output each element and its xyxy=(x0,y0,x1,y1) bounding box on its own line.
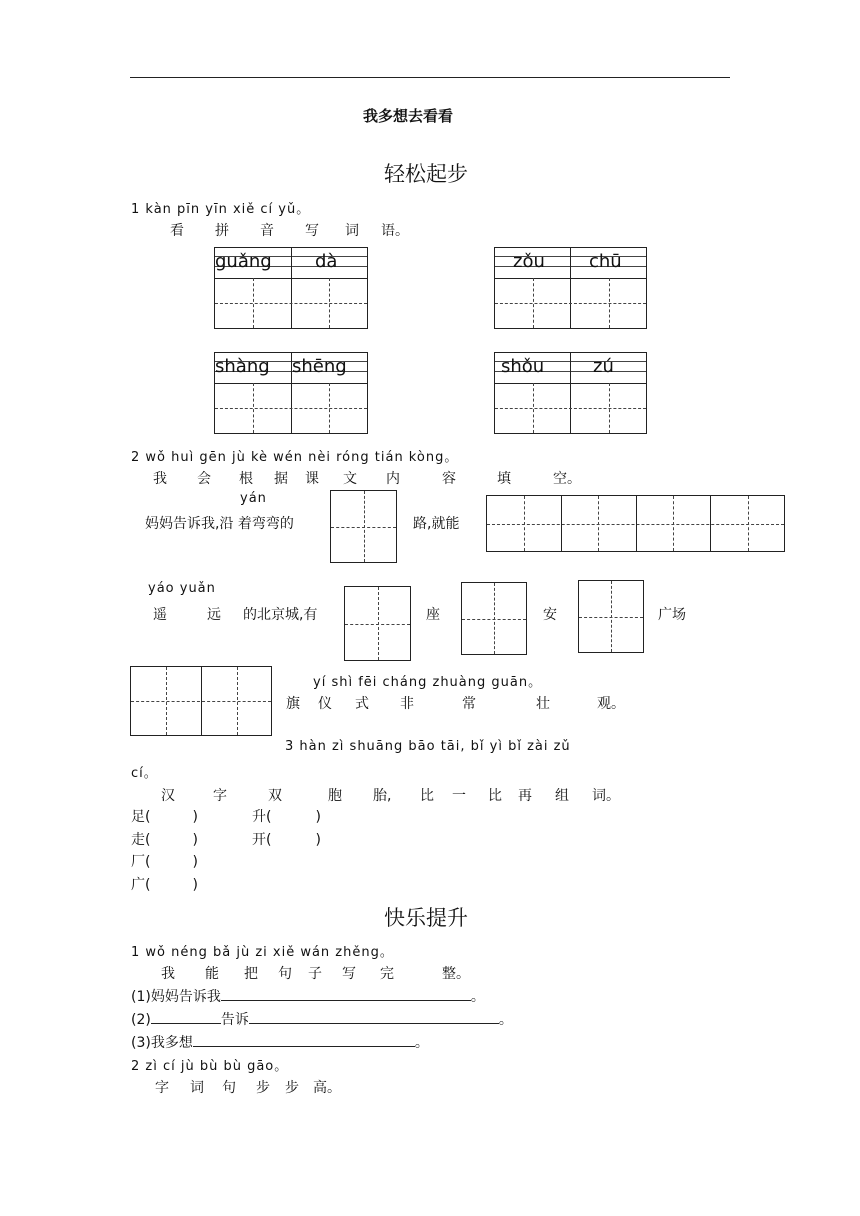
q2-hanzi-4: 课 xyxy=(305,471,319,487)
q3-item-zou[interactable]: 走( ) xyxy=(131,832,198,848)
q3-hanzi-8: 再 xyxy=(518,788,532,804)
q5-hanzi-5: 高。 xyxy=(313,1080,341,1096)
q4-hanzi-4: 子 xyxy=(308,966,322,982)
q3-hanzi-0: 汉 xyxy=(161,788,175,804)
q1-pinyin: 1 kàn pīn yīn xiě cí yǔ。 xyxy=(131,202,311,217)
line3-hanzi-1: 仪 xyxy=(318,696,332,712)
blank-3[interactable] xyxy=(193,1034,415,1047)
q2-hanzi-3: 据 xyxy=(274,471,288,487)
q4-hanzi-3: 句 xyxy=(278,966,292,982)
q3-pinyin-b: cí。 xyxy=(131,766,158,781)
pinyin-zu: zú xyxy=(593,356,614,377)
q4-hanzi-0: 我 xyxy=(161,966,175,982)
blank-1[interactable] xyxy=(221,988,471,1001)
line3-pinyin: yí shì fēi cháng zhuàng guān。 xyxy=(313,675,543,690)
fill-line1-a: 妈妈告诉我,沿 着弯弯的 xyxy=(145,516,294,532)
q2-hanzi-5: 文 xyxy=(343,471,357,487)
q4-hanzi-1: 能 xyxy=(205,966,219,982)
blank-2a[interactable] xyxy=(151,1011,221,1024)
sentence-3[interactable]: (3)我多想 。 xyxy=(131,1035,429,1051)
tianzige-box-4[interactable] xyxy=(578,580,644,653)
q3-item-zu[interactable]: 足( ) xyxy=(131,809,198,825)
pinyin-shou: shǒu xyxy=(501,356,545,377)
pinyin-grid-zouchu[interactable] xyxy=(494,247,647,329)
q3-hanzi-7: 比 xyxy=(488,788,502,804)
q3-hanzi-2: 双 xyxy=(268,788,282,804)
q5-hanzi-0: 字 xyxy=(155,1080,169,1096)
q4-pinyin: 1 wǒ néng bǎ jù zi xiě wán zhěng。 xyxy=(131,945,394,960)
pinyin-grid-shouzu[interactable] xyxy=(494,352,647,434)
q5-hanzi-3: 步 xyxy=(256,1080,270,1096)
q2-hanzi-7: 容 xyxy=(442,471,456,487)
q5-hanzi-1: 词 xyxy=(190,1080,204,1096)
q5-hanzi-4: 步 xyxy=(285,1080,299,1096)
q2-hanzi-6: 内 xyxy=(386,471,400,487)
q3-hanzi-9: 组 xyxy=(555,788,569,804)
section-title-2: 快乐提升 xyxy=(384,906,468,930)
guangchang-text: 广场 xyxy=(658,607,686,623)
sentence-1[interactable]: (1)妈妈告诉我 。 xyxy=(131,989,485,1005)
line3-hanzi-3: 非 xyxy=(400,696,414,712)
q3-item-kai[interactable]: 开( ) xyxy=(252,832,321,848)
q2-hanzi-9: 空。 xyxy=(553,471,581,487)
q3-hanzi-4: 胎, xyxy=(373,788,392,804)
q2-hanzi-0: 我 xyxy=(153,471,167,487)
q4-hanzi-6: 完 xyxy=(380,966,394,982)
pinyin-sheng: shēng xyxy=(292,356,347,377)
q4-hanzi-2: 把 xyxy=(244,966,258,982)
header-rule xyxy=(130,77,730,78)
q4-hanzi-7: 整。 xyxy=(442,966,470,982)
q2-pinyin: 2 wǒ huì gēn jù kè wén nèi róng tián kòng。 xyxy=(131,450,459,465)
zuo-char: 座 xyxy=(426,607,440,623)
q2-hanzi-1: 会 xyxy=(197,471,211,487)
blank-2b[interactable] xyxy=(249,1011,499,1024)
q1-hanzi-4: 词 xyxy=(345,223,359,239)
fill-line1-b: 路,就能 xyxy=(413,516,460,532)
q3-item-sheng[interactable]: 升( ) xyxy=(252,809,321,825)
tianzige-row-2[interactable] xyxy=(130,666,272,736)
pinyin-da: dà xyxy=(315,251,338,272)
pinyin-grid-shangsheng[interactable] xyxy=(214,352,368,434)
fill-line2-a: 的北京城,有 xyxy=(243,607,318,623)
q3-hanzi-1: 字 xyxy=(213,788,227,804)
document-title: 我多想去看看 xyxy=(363,107,454,125)
sentence-2[interactable]: (2) 告诉 。 xyxy=(131,1012,513,1028)
pinyin-chu: chū xyxy=(589,251,622,272)
section-title-1: 轻松起步 xyxy=(384,162,468,186)
q3-pinyin-a: 3 hàn zì shuāng bāo tāi, bǐ yì bǐ zài zǔ xyxy=(285,739,571,754)
yaoyuan-pinyin: yáo yuǎn xyxy=(148,581,216,596)
pinyin-grid-guangda[interactable] xyxy=(214,247,368,329)
yao-char: 遥 xyxy=(153,607,167,623)
q3-item-guang[interactable]: 广( ) xyxy=(131,877,198,893)
tianzige-box-2[interactable] xyxy=(344,586,411,661)
line3-hanzi-4: 常 xyxy=(462,696,476,712)
q2-hanzi-8: 填 xyxy=(497,471,511,487)
q3-item-chang[interactable]: 厂( ) xyxy=(131,854,198,870)
line3-hanzi-2: 式 xyxy=(355,696,369,712)
an-char: 安 xyxy=(543,607,557,623)
q1-hanzi-0: 看 xyxy=(170,223,184,239)
q3-hanzi-3: 胞 xyxy=(328,788,342,804)
pinyin-guang: guǎng xyxy=(215,251,272,272)
tianzige-box-1[interactable] xyxy=(330,490,397,563)
q1-hanzi-5: 语。 xyxy=(381,223,409,239)
pinyin-shang: shàng xyxy=(215,356,270,377)
yan-pinyin: yán xyxy=(240,491,267,506)
q4-hanzi-5: 写 xyxy=(342,966,356,982)
tianzige-box-3[interactable] xyxy=(461,582,527,655)
yuan-char: 远 xyxy=(207,607,221,623)
q3-hanzi-5: 比 xyxy=(420,788,434,804)
line3-hanzi-0: 旗 xyxy=(286,696,300,712)
q2-hanzi-2: 根 xyxy=(239,471,253,487)
q3-hanzi-10: 词。 xyxy=(592,788,620,804)
q5-hanzi-2: 句 xyxy=(222,1080,236,1096)
q3-hanzi-6: 一 xyxy=(452,788,466,804)
q1-hanzi-1: 拼 xyxy=(215,223,229,239)
pinyin-zou: zǒu xyxy=(513,251,545,272)
line3-hanzi-5: 壮 xyxy=(536,696,550,712)
q1-hanzi-3: 写 xyxy=(305,223,319,239)
line3-hanzi-6: 观。 xyxy=(597,696,625,712)
q5-pinyin: 2 zì cí jù bù bù gāo。 xyxy=(131,1059,289,1074)
q1-hanzi-2: 音 xyxy=(260,223,274,239)
tianzige-row-4[interactable] xyxy=(486,495,785,552)
